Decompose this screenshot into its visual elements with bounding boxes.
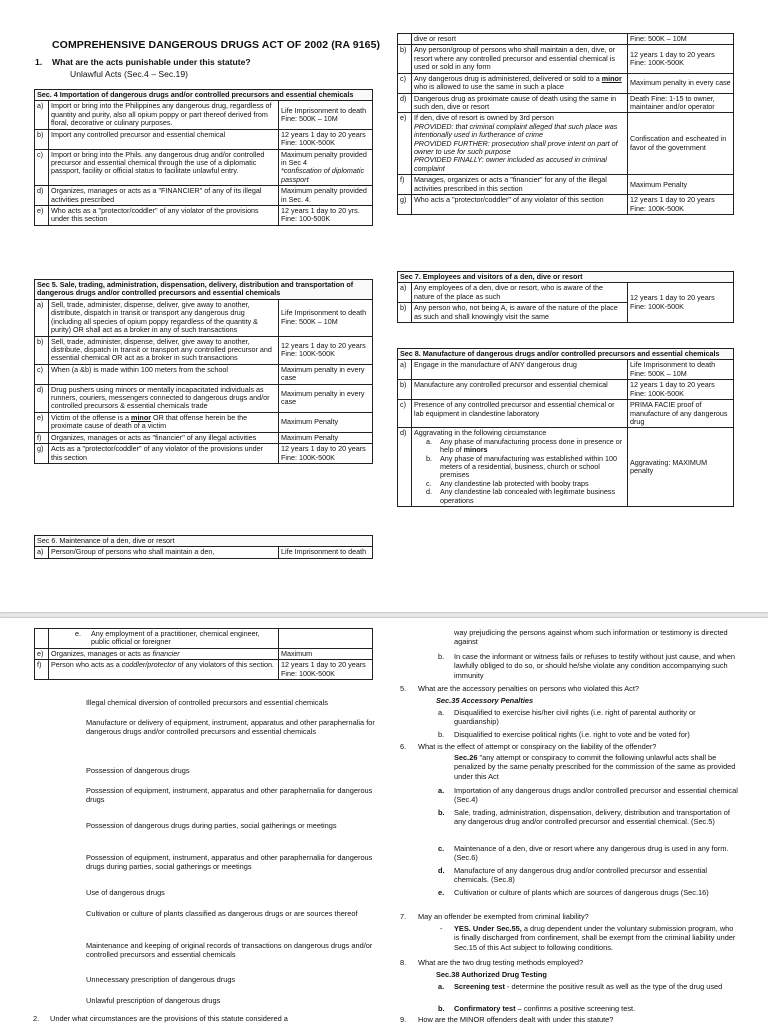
sec4-header: Sec. 4 Importation of dangerous drugs and/or controlled precursors and essential chemicals: [35, 90, 373, 101]
list-item: Cultivation or culture of plants which are sources of dangerous drugs (Sec.16): [454, 888, 709, 897]
list-item: Use of dangerous drugs: [86, 888, 165, 897]
sec4-table: [34, 89, 373, 226]
table-row: b) Sell, trade, administer, dispense, deliver, give away to another, distribute, dispatch in transit or transport any controlled precursor and essential chemical OR act as a broker in such transactions 12 years 1 day to 20 years Fine: 100K-500K: [35, 336, 373, 364]
list-item: Possession of dangerous drugs: [86, 766, 190, 775]
table-row: b) Manufacture any controlled precursor and essential chemical 12 years 1 day to 20 years Fine: 100K-500K: [398, 380, 734, 400]
table-row: a) Engage in the manufacture of ANY dangerous drug Life Imprisonment to death Fine: 500K – 10M: [398, 360, 734, 380]
list-marker: b.: [438, 808, 445, 817]
sec8-header: Sec 8. Manufacture of dangerous drugs and/or controlled precursors and essential chemicals: [398, 349, 734, 360]
question-7: May an offender be exempted from criminal liability?: [418, 912, 589, 921]
question-9: How are the MINOR offenders dealt with under this statute?: [418, 1015, 614, 1024]
table-row: e) Organizes, manages or acts as financier Maximum: [35, 648, 373, 659]
sec-continued-table: [34, 628, 373, 680]
table-row: b) Import any controlled precursor and essential chemical 12 years 1 day to 20 years Fine: 100K-500K: [35, 129, 373, 149]
table-row: a) Person/Group of persons who shall maintain a den, Life Imprisonment to death: [35, 547, 373, 558]
list-marker: a.: [438, 708, 445, 717]
list-item: Disqualified to exercise political rights (i.e. right to vote and be voted for): [454, 730, 690, 739]
paragraph: In case the informant or witness fails or refuses to testify without just cause, and when lawfully obliged to do so, or should he/she violate any condition accompanying such immunity: [454, 652, 735, 680]
paragraph: way prejudicing the persons against whom such information or testimony is directed against: [454, 628, 728, 647]
list-marker: -: [440, 924, 443, 933]
list-marker: c.: [438, 844, 445, 853]
question-1-subtitle: Unlawful Acts (Sec.4 – Sec.19): [70, 69, 188, 79]
question-6: What is the effect of attempt or conspiracy on the liability of the offender?: [418, 742, 657, 751]
sec6-header: Sec 6. Maintenance of a den, dive or resort: [35, 536, 373, 547]
question-7-number: 7.: [400, 912, 407, 921]
table-row: c) Presence of any controlled precursor and essential chemical or lab equipment in clandestine laboratory PRIMA FACIE proof of manufacture of any dangerous drug: [398, 400, 734, 428]
list-item: Importation of any dangerous drugs and/or controlled precursor and essential chemical (Sec.4): [454, 786, 738, 805]
sec6-table: [34, 535, 373, 559]
list-item: Illegal chemical diversion of controlled precursors and essential chemicals: [86, 698, 328, 707]
list-marker: b.: [438, 730, 445, 739]
list-item: Unlawful prescription of dangerous drugs: [86, 996, 221, 1005]
table-row: g) Who acts a "protector/coddler" of any violator of this section 12 years 1 day to 20 years Fine: 100K-500K: [398, 195, 734, 215]
sec8-table: [397, 348, 734, 507]
table-row: g) Acts as a "protector/coddler" of any violator of the provisions under this section 12 years 1 day to 20 years Fine: 100K-500K: [35, 444, 373, 464]
sec6-continued-table: [397, 33, 734, 215]
table-row: c) Import or bring into the Phils. any dangerous drug and/or controlled precursor and essential chemical through the use of a diplomatic passport, facility or official status to facilitate unlawful entry. Maximum penalty provided in Sec 4 *confiscation of diplomatic passport: [35, 149, 373, 186]
list-marker: a.: [438, 982, 445, 991]
table-row: e. Any employment of a practitioner, chemical engineer, public official or foreigner: [35, 629, 373, 649]
sec5-header: Sec 5. Sale, trading, administration, dispensation, delivery, distribution and transportation of dangerous drugs and/or controlled precursors and essential chemicals: [35, 280, 373, 300]
section-heading: Sec.38 Authorized Drug Testing: [436, 970, 547, 979]
document-title: COMPREHENSIVE DANGEROUS DRUGS ACT OF 2002 (RA 9165): [52, 39, 381, 51]
question-5: What are the accessory penalties on persons who violated this Act?: [418, 684, 640, 693]
question-8-number: 8.: [400, 958, 407, 967]
table-row: c) When (a &b) is made within 100 meters from the school Maximum penalty in every case: [35, 364, 373, 384]
table-row: d) Aggravating in the following circumstance a. Any phase of manufacturing process done in presence or help of minors b. Any phase of manufacturing was established within 100 meters of a residential, business, church or school premises c. Any clandestine lab protected with booby traps d. Any clandestine lab concealed with legitimate business operations Aggravating: MAXIMUM penalty: [398, 428, 734, 507]
paragraph: YES. Under Sec.55, a drug dependent under the voluntary submission program, who is finally discharged from confinement, shall be exempt from the criminal liability under Sec.15 of this Act subject to following conditions.: [454, 924, 736, 952]
list-item: Disqualified to exercise his/her civil rights (i.e. right of parental authority or guardianship): [454, 708, 696, 727]
table-row: dive or resort Fine: 500K – 10M: [398, 34, 734, 45]
list-item: Screening test - determine the positive result as well as the type of the drug used: [454, 982, 723, 991]
table-row: f) Person who acts as a coddler/protector of any violators of this section. 12 years 1 day to 20 years Fine: 100K-500K: [35, 660, 373, 680]
table-row: d) Drug pushers using minors or mentally incapacitated individuals as runners, couriers, messengers connected to dangerous drugs and/or controlled precursors & essential chemicals trade Maximum penalty in every case: [35, 384, 373, 412]
list-item: Possession of equipment, instrument, apparatus and other paraphernalia for dangerous drugs during parties, social gatherings or meetings: [86, 853, 373, 872]
question-1-number: 1.: [35, 57, 43, 67]
list-item: Manufacture or delivery of equipment, instrument, apparatus and other paraphernalia for dangerous drugs and/or controlled precursors and essential chemicals: [86, 718, 375, 737]
paragraph: Sec.26 "any attempt or conspiracy to commit the following unlawful acts shall be penalized by the same penalty prescribed for the commission of the same as provided under this Act: [454, 753, 736, 781]
table-row: e) Who acts as a "protector/coddler" of any violator of the provisions under this section 12 years 1 day to 20 yrs. Fine: 100-500K: [35, 206, 373, 226]
question-2-number: 2.: [33, 1014, 40, 1023]
list-item: Confirmatory test – confirms a positive screening test.: [454, 1004, 636, 1013]
sec7-header: Sec 7. Employees and visitors of a den, dive or resort: [398, 272, 734, 283]
list-marker: b.: [438, 652, 445, 661]
list-marker: a.: [438, 786, 445, 795]
table-row: d) Organizes, manages or acts as a "FINANCIER" of any of its illegal activities prescribed Maximum penalty provided in Sec. 4.: [35, 186, 373, 206]
table-row: e) Victim of the offense is a minor OR that offense herein be the proximate cause of death of a victim Maximum Penalty: [35, 412, 373, 432]
list-marker: e.: [438, 888, 445, 897]
table-row: f) Organizes, manages or acts as "financier" of any illegal activities Maximum Penalty: [35, 432, 373, 443]
table-row: b) Any person/group of persons who shall maintain a den, dive, or resort where any controlled precursor and essential chemical is used or sold in any form 12 years 1 day to 20 years Fine: 100K-500K: [398, 45, 734, 73]
sec5-table: [34, 279, 373, 464]
table-row: a) Sell, trade, administer, dispense, deliver, give away to another, distribute, dispatch in transit or transport any dangerous drug (including all species of opium poppy regardless of the quantity & purity) OR shall act as a broker in any of such transactions Life Imprisonment to death Fine: 500K – 10M: [35, 299, 373, 336]
question-2: Under what circumstances are the provisions of this statute considered a: [50, 1014, 288, 1023]
question-6-number: 6.: [400, 742, 407, 751]
list-item: Maintenance and keeping of original records of transactions on dangerous drugs and/or controlled precursors and essential chemicals: [86, 941, 373, 960]
sec7-table: [397, 271, 734, 323]
question-9-number: 9.: [400, 1015, 407, 1024]
list-item: Cultivation or culture of plants classified as dangerous drugs or are sources thereof: [86, 909, 358, 918]
table-row: a) Import or bring into the Philippines any dangerous drug, regardless of quantity and purity, also all opium poppy or part thereof derived from floral, decorative or culinary purposes. Life Imprisonment to death Fine: 500K – 10M: [35, 101, 373, 129]
question-5-number: 5.: [400, 684, 407, 693]
document-page-2: [0, 618, 768, 1024]
list-marker: d.: [438, 866, 445, 875]
question-8: What are the two drug testing methods employed?: [418, 958, 584, 967]
list-marker: b.: [438, 1004, 445, 1013]
table-row: c) Any dangerous drug is administered, delivered or sold to a minor who is allowed to use the same in such a place Maximum penalty in every case: [398, 73, 734, 93]
list-item: Possession of dangerous drugs during parties, social gatherings or meetings: [86, 821, 337, 830]
list-item: Manufacture of any dangerous drug and/or controlled precursor and essential chemicals. (Sec.8): [454, 866, 708, 885]
table-row: a) Any employees of a den, dive or resort, who is aware of the nature of the place as such 12 years 1 day to 20 years Fine: 100K-500K: [398, 283, 734, 303]
table-row: b) Any person who, not being A, is aware of the nature of the place as such and shall knowingly visit the same: [398, 303, 734, 323]
list-item: Possession of equipment, instrument, apparatus and other paraphernalia for dangerous drugs: [86, 786, 373, 805]
table-row: d) Dangerous drug as proximate cause of death using the same in such den, dive or resort Death Fine: 1-15 to owner, maintainer and/or operator: [398, 93, 734, 113]
table-row: e) If den, dive of resort is owned by 3rd person PROVIDED: that criminal complaint alleged that such place was intentionally used in furtherance of crime PROVIDED FURTHER: prosecution shall prove intent on part of owner to use for such purpose PROVIDED FINALLY: owner included as accused in criminal complaint Confiscation and escheated in favor of the government: [398, 113, 734, 175]
list-item: Sale, trading, administration, dispensation, delivery, distribution and transportation of any dangerous drug and/or controlled precursor and essential chemical. (Sec.5): [454, 808, 730, 827]
list-item: Unnecessary prescription of dangerous drugs: [86, 975, 236, 984]
question-1: What are the acts punishable under this statute?: [52, 57, 251, 67]
list-item: Maintenance of a den, dive or resort where any dangerous drug is used in any form. (Sec.6): [454, 844, 729, 863]
table-row: f) Manages, organizes or acts a "financier" for any of the illegal activities prescribed in this section Maximum Penalty: [398, 175, 734, 195]
section-heading: Sec.35 Accessory Penalties: [436, 696, 534, 705]
